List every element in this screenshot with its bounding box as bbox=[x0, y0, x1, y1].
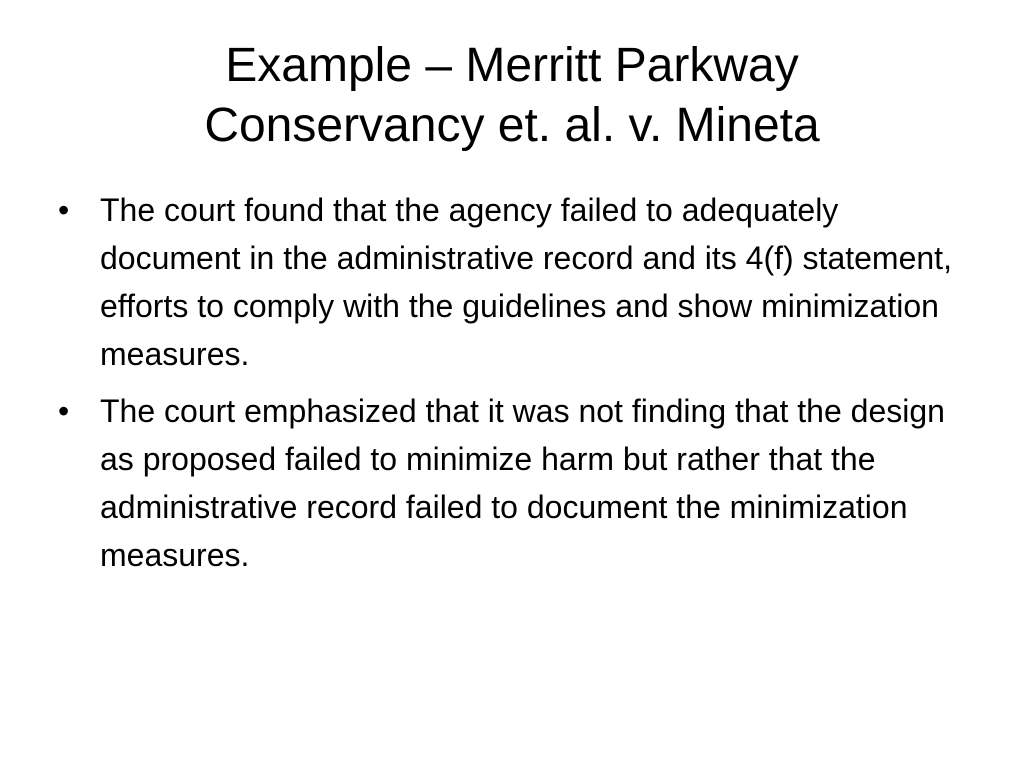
bullet-text-2: The court emphasized that it was not finding that the design as proposed failed to minimize harm but rather that the administrative record failed to document the minimization measures. bbox=[100, 393, 945, 573]
bullet-item-1 bbox=[58, 186, 978, 378]
slide-title-line-2: Conservancy et. al. v. Mineta bbox=[204, 99, 820, 152]
bullet-text-1: The court found that the agency failed to adequately document in the administrative record and its 4(f) statement, efforts to comply with the guidelines and show minimization measures. bbox=[100, 192, 952, 372]
bullet-item-2 bbox=[58, 387, 978, 579]
slide-title bbox=[60, 36, 964, 156]
bullet-point-icon: • bbox=[58, 192, 70, 228]
bullet-point-icon: • bbox=[58, 393, 70, 429]
bullet-list bbox=[58, 186, 978, 588]
slide-title-line-1: Example – Merritt Parkway bbox=[225, 39, 799, 92]
